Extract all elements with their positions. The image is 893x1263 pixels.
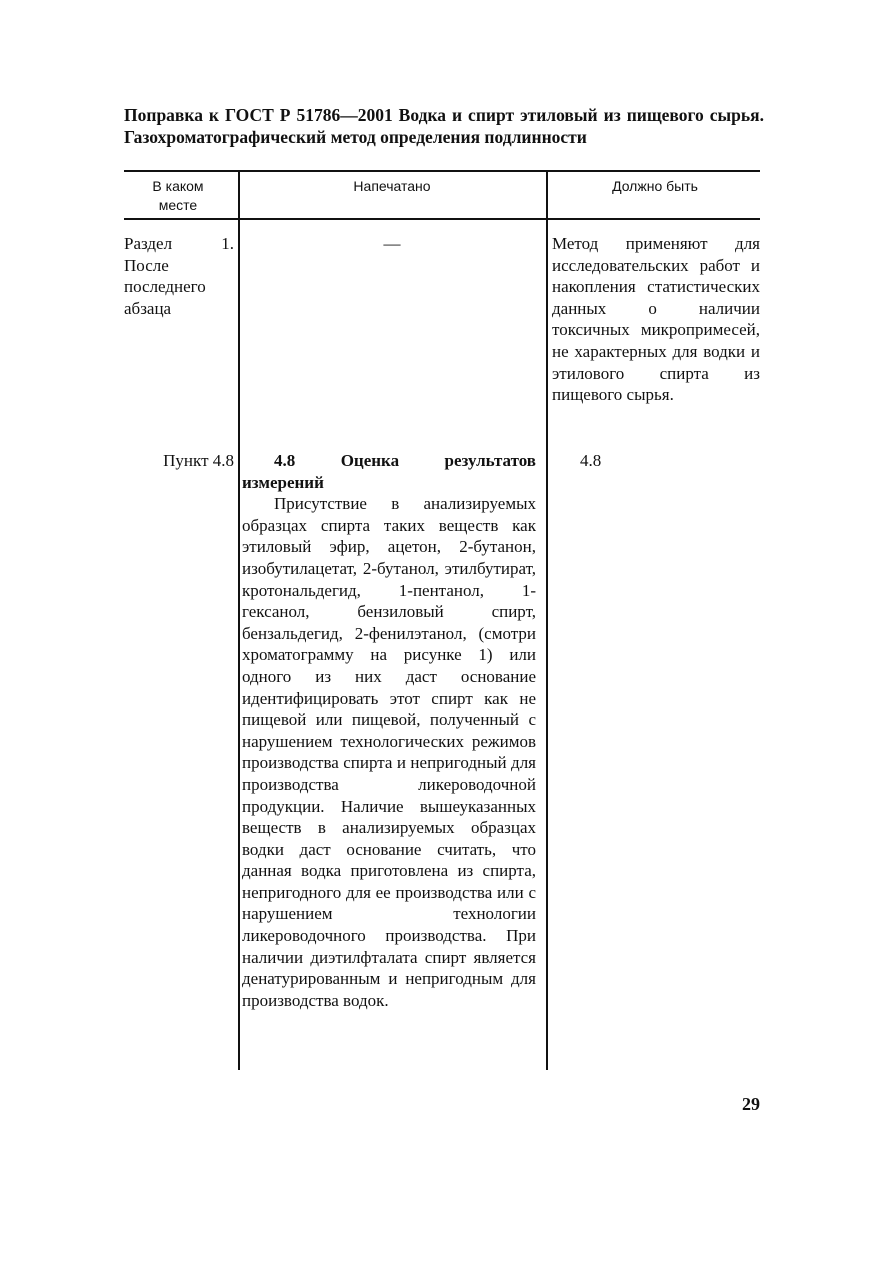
table-column-divider-1 [238, 170, 240, 1070]
table-top-rule [124, 170, 760, 172]
row2-printed-body: Присутствие в анализируемых образцах спирта таких веществ как этиловый эфир, ацетон, 2-бутанон, изобутилацетат, 2-бутанол, этилбутират, кротональдегид, 1-пентанол, 1-гексанол, бензиловый спирт, бензальдегид, 2-фенилэтанол, (смотри хроматограмму на рисунке 1) или одного из них даст основание идентифицировать этот спирт как не пищевой или пищевой, полученный с нарушением технологических режимов производства спирта и непригодный для производства ликероводочной продукции. Наличие вышеуказанных веществ в анализируемых образцах водки даст основание считать, что данная водка приготовлена из спирта, непригодного для ее производства или с нарушением технологии ликероводочного производства. При наличии диэтилфталата спирт является денатурированным и непригодным для производства водок. [242, 494, 536, 1010]
row2-printed-heading: 4.8 Оценка результатов измерений [242, 451, 536, 492]
row2-should-be: 4.8 [580, 451, 602, 470]
header-place: В каком месте [152, 178, 204, 213]
row2-place: Пункт 4.8 [163, 451, 234, 470]
row2-printed [242, 450, 536, 1011]
header-printed: Напечатано [353, 178, 431, 194]
page-number: 29 [742, 1094, 760, 1114]
table-column-divider-2 [546, 170, 548, 1070]
row1-place: Раздел 1. После последнего абзаца [124, 234, 234, 318]
row1-should-be: Метод применяют для исследовательских работ и накопления статистических данных о наличии токсичных микропримесей, не характерных для водки и этилового спирта из пищевого сырья. [552, 234, 760, 405]
table-header-rule [124, 218, 760, 220]
row1-printed: — [383, 234, 401, 253]
document-title: Поправка к ГОСТ Р 51786—2001 Водка и спирт этиловый из пищевого сырья. Газохроматографический метод определения подлинности [124, 105, 764, 147]
header-should-be: Должно быть [612, 178, 698, 194]
